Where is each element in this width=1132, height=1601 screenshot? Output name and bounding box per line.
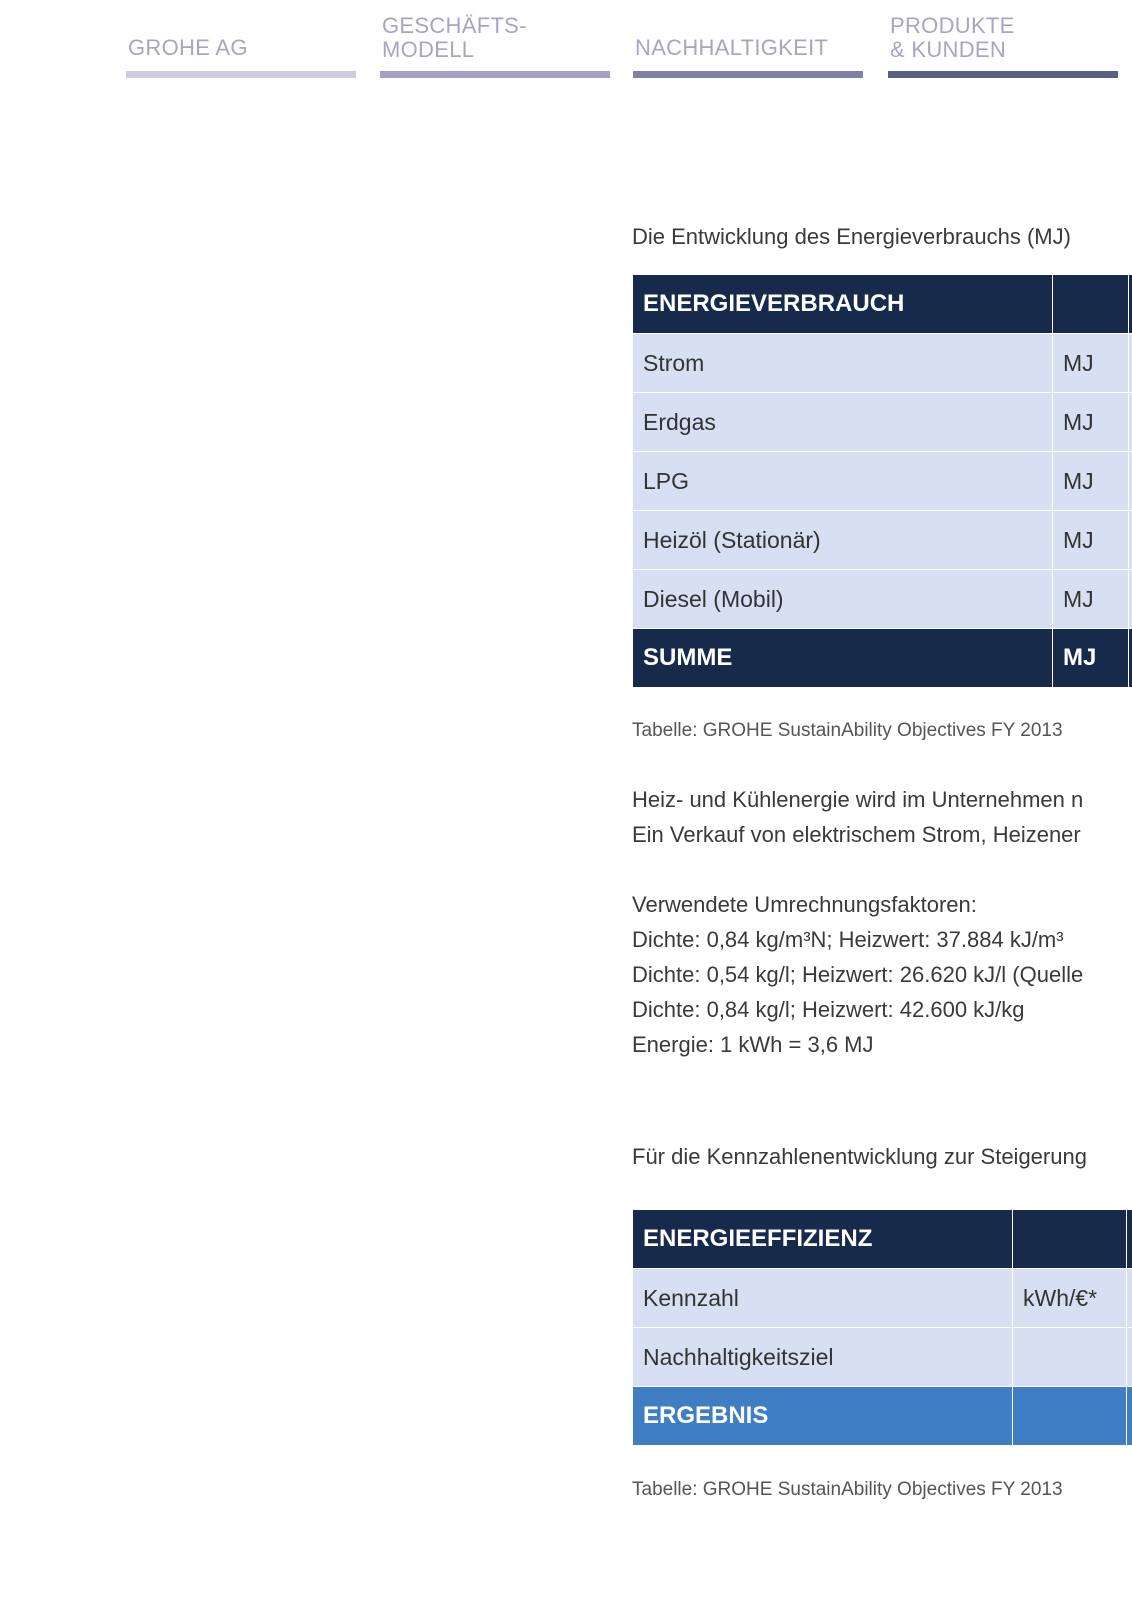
conversion-factor-line: Dichte: 0,84 kg/l; Heizwert: 42.600 kJ/kg: [632, 997, 1025, 1022]
row-value: [1127, 1328, 1132, 1387]
efficiency-table-caption: Tabelle: GROHE SustainAbility Objectives FY 2013: [632, 1479, 1063, 1500]
table-row: [633, 452, 1132, 511]
table-row: [633, 393, 1132, 452]
table-header-cell: [1053, 275, 1129, 334]
row-value: [1129, 334, 1132, 393]
conversion-factor-line: Dichte: 0,54 kg/l; Heizwert: 26.620 kJ/l (Quelle: [632, 962, 1084, 987]
row-label: Diesel (Mobil): [633, 570, 1053, 629]
row-value: [1129, 511, 1132, 570]
nav-item-label: PRODUKTE & KUNDEN: [890, 13, 1015, 62]
nav-item-bar: [380, 71, 610, 78]
nav-item-geschaeftsmodell[interactable]: [380, 12, 610, 78]
table-header-cell: [1129, 275, 1132, 334]
row-label: Kennzahl: [633, 1269, 1013, 1328]
conversion-factor-line: Dichte: 0,84 kg/m³N; Heizwert: 37.884 kJ/m³: [632, 927, 1064, 952]
energy-table-caption: Tabelle: GROHE SustainAbility Objectives FY 2013: [632, 720, 1063, 741]
row-unit: MJ: [1053, 452, 1129, 511]
row-label: Strom: [633, 334, 1053, 393]
row-unit: [1013, 1328, 1127, 1387]
conversion-factors-heading: Verwendete Umrechnungsfaktoren:: [632, 892, 977, 917]
table-header-row: [633, 275, 1132, 334]
nav-item-label: GESCHÄFTS- MODELL: [382, 13, 527, 62]
energy-consumption-table: [632, 274, 1132, 688]
heating-cooling-paragraph: [632, 782, 1132, 852]
result-value: [1127, 1387, 1132, 1446]
top-navigation: [0, 0, 1132, 80]
nav-item-label: GROHE AG: [128, 35, 248, 60]
nav-item-bar: [888, 71, 1118, 78]
nav-item-grohe-ag[interactable]: [126, 12, 356, 78]
nav-item-nachhaltigkeit[interactable]: [633, 12, 863, 78]
row-unit: MJ: [1053, 511, 1129, 570]
table-header-cell: ENERGIEVERBRAUCH: [633, 275, 1053, 334]
row-value: [1129, 393, 1132, 452]
row-unit: MJ: [1053, 570, 1129, 629]
nav-item-bar: [126, 71, 356, 78]
conversion-factors: [632, 887, 1132, 1062]
row-value: [1129, 452, 1132, 511]
row-unit: MJ: [1053, 334, 1129, 393]
energy-intro-text: Die Entwicklung des Energieverbrauchs (MJ): [632, 224, 1071, 249]
nav-item-label: NACHHALTIGKEIT: [635, 35, 829, 60]
table-row: [633, 570, 1132, 629]
efficiency-intro-text: Für die Kennzahlenentwicklung zur Steigerung: [632, 1144, 1087, 1169]
row-value: [1129, 570, 1132, 629]
table-row: [633, 511, 1132, 570]
table-row: [633, 1269, 1132, 1328]
table-header-cell: [1127, 1210, 1132, 1269]
result-unit: [1013, 1387, 1127, 1446]
row-label: LPG: [633, 452, 1053, 511]
table-header-cell: [1013, 1210, 1127, 1269]
conversion-factor-line: Energie: 1 kWh = 3,6 MJ: [632, 1032, 874, 1057]
table-header-row: [633, 1210, 1132, 1269]
nav-item-produkte-kunden[interactable]: [888, 12, 1118, 78]
total-label: SUMME: [633, 629, 1053, 688]
table-header-cell: ENERGIEEFFIZIENZ: [633, 1210, 1013, 1269]
table-result-row: [633, 1387, 1132, 1446]
table-row: [633, 334, 1132, 393]
energy-efficiency-table: [632, 1209, 1132, 1446]
row-label: Nachhaltigkeitsziel: [633, 1328, 1013, 1387]
total-value: [1129, 629, 1132, 688]
paragraph-line: Heiz- und Kühlenergie wird im Unternehmen n: [632, 787, 1084, 812]
row-label: Heizöl (Stationär): [633, 511, 1053, 570]
total-unit: MJ: [1053, 629, 1129, 688]
row-label: Erdgas: [633, 393, 1053, 452]
nav-item-bar: [633, 71, 863, 78]
paragraph-line: Ein Verkauf von elektrischem Strom, Heizener: [632, 822, 1081, 847]
table-row: [633, 1328, 1132, 1387]
row-value: [1127, 1269, 1132, 1328]
result-label: ERGEBNIS: [633, 1387, 1013, 1446]
table-total-row: [633, 629, 1132, 688]
row-unit: kWh/€*: [1013, 1269, 1127, 1328]
row-unit: MJ: [1053, 393, 1129, 452]
